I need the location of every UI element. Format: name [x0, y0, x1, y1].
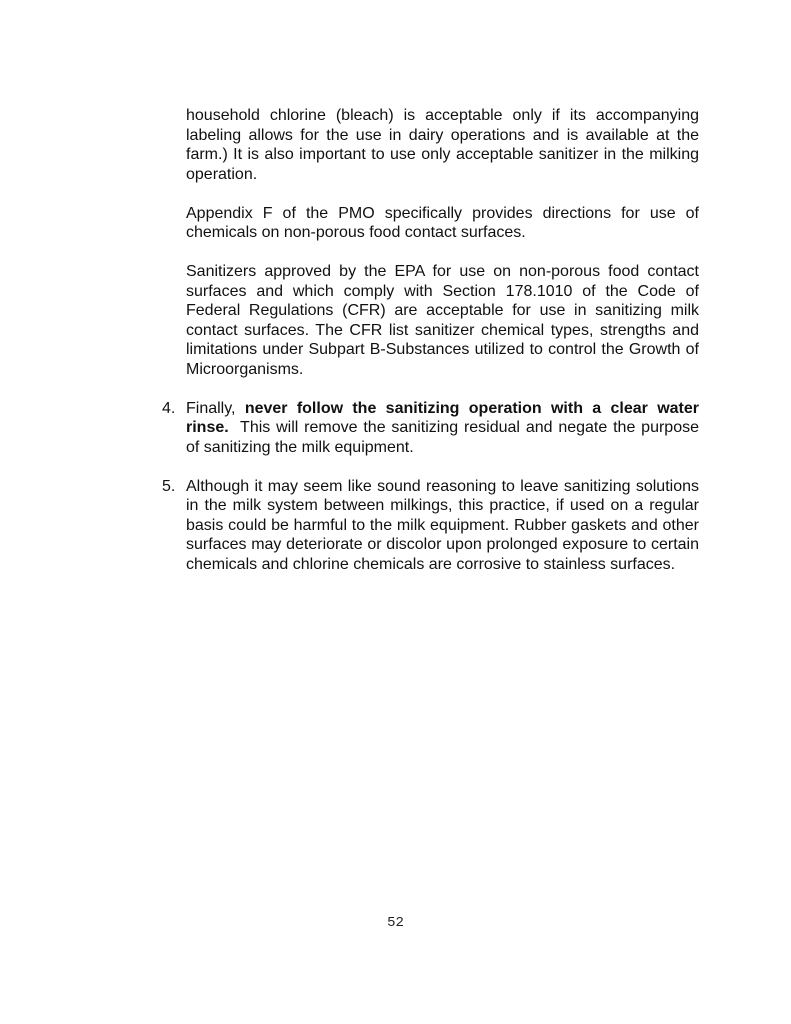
paragraph-appendix-f: Appendix F of the PMO specifically provides directions for use of chemicals on non-porous food contact surfaces. — [186, 204, 699, 241]
list-item-4-rest: This will remove the sanitizing residual and negate the purpose of sanitizing the milk equipment. — [186, 419, 704, 456]
paragraph-bleach: household chlorine (bleach) is acceptable only if its accompanying labeling allows for the use in dairy operations and is available at the farm.) It is also important to use only acceptable sanitizer in the milking operation. — [186, 107, 699, 183]
page-number: 52 — [387, 915, 404, 931]
paragraph-epa-sanitizers: Sanitizers approved by the EPA for use on non-porous food contact surfaces and which comply with Section 178.1010 of the Code of Federal Regulations (CFR) are acceptable for use in sanitizing milk contact surfaces. The CFR list sanitizer chemical types, strengths and limitations under Subpart B-Substances utilized to control the Growth of Microorganisms. — [186, 263, 699, 378]
list-item-4-lead: Finally, — [186, 399, 245, 417]
list-number-4: 4. — [162, 399, 176, 417]
list-item-5 — [162, 477, 699, 575]
body-text — [162, 106, 704, 594]
list-item-4-bold-warning: never follow the sanitizing operation with a clear water rinse. — [186, 399, 699, 436]
list-item-5-text: Although it may seem like sound reasoning to leave sanitizing solutions in the milk system between milkings, this practice, if used on a regular basis could be harmful to the milk equipment. Rubber gaskets and other surfaces may deteriorate or discolor upon prolonged exposure to certain chemicals and chlorine chemicals are corrosive to stainless surfaces. — [186, 477, 699, 573]
list-item-4 — [162, 399, 704, 458]
list-number-5: 5. — [162, 477, 176, 495]
